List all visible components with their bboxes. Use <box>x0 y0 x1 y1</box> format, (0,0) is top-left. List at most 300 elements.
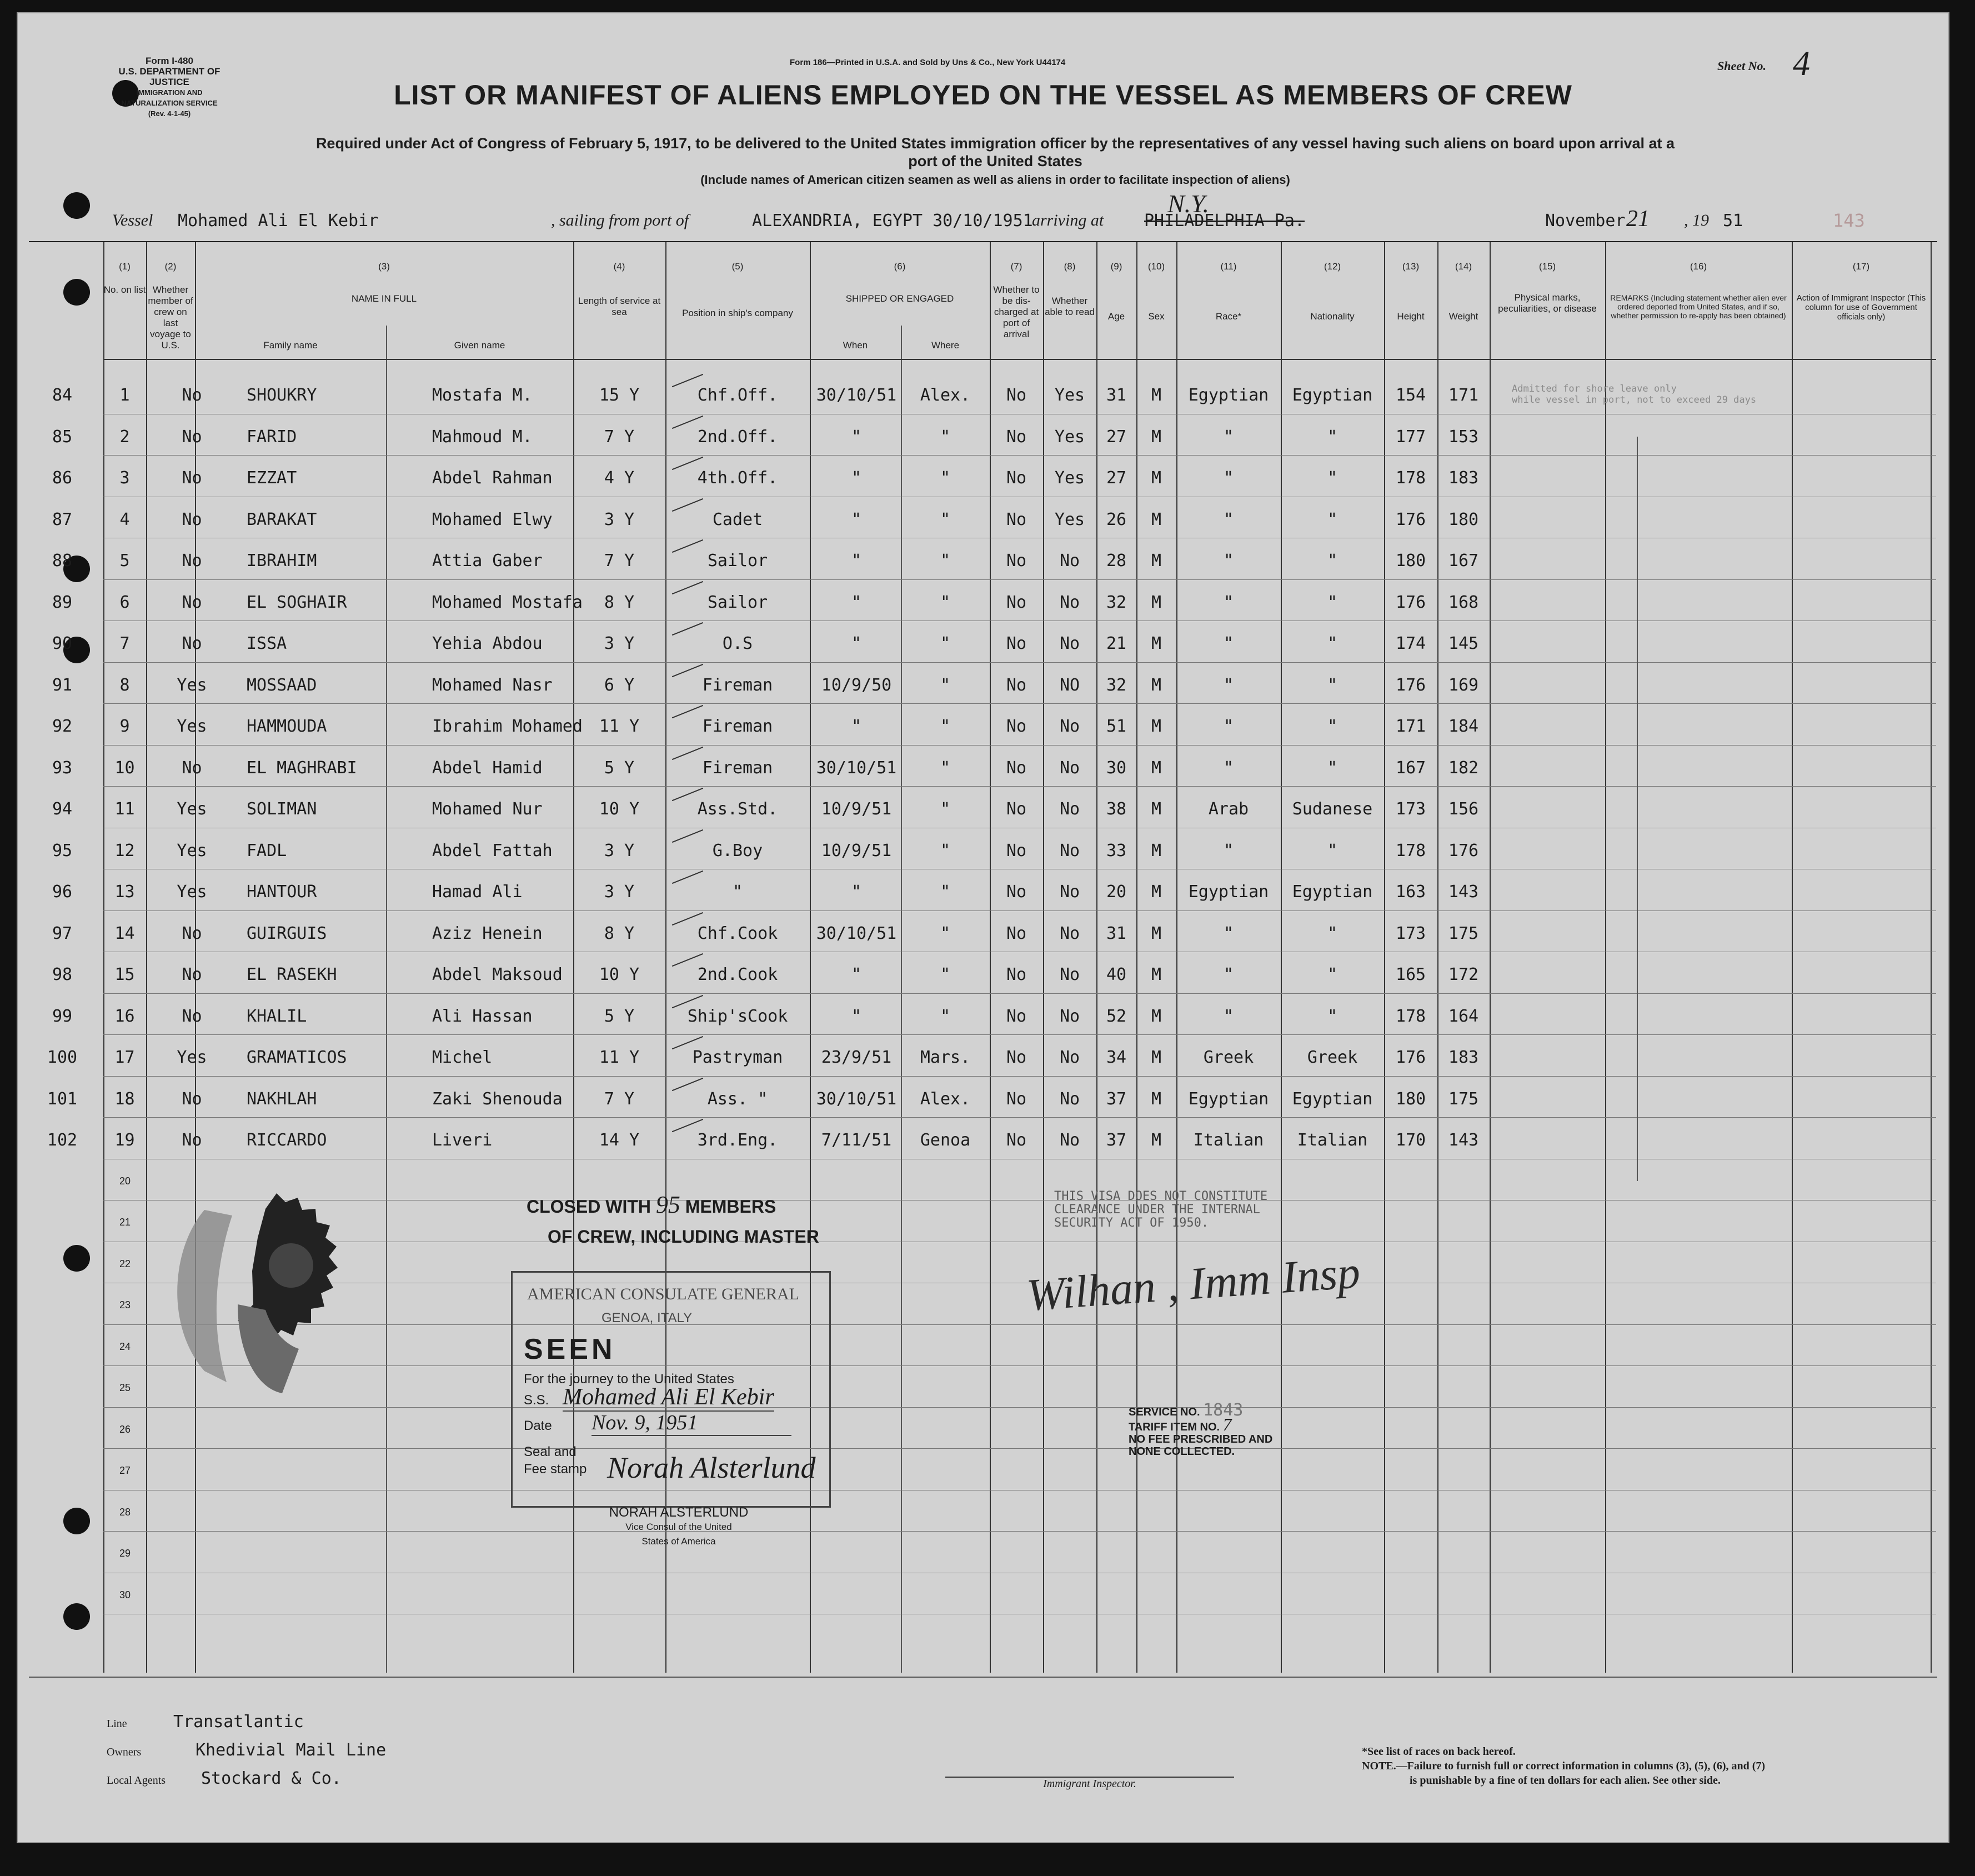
crew-cell-position: O.S <box>722 634 753 653</box>
crew-cell-sex: M <box>1151 1089 1162 1109</box>
crew-cell-nationality: " <box>1327 1006 1338 1026</box>
closed-with-stamp: CLOSED WITH 95 MEMBERS OF CREW, INCLUDING MASTER <box>527 1191 819 1247</box>
crew-cell-race: " <box>1223 675 1234 695</box>
crew-cell-where: " <box>940 634 951 653</box>
crew-cell-discharged: No <box>1006 758 1027 778</box>
crew-cell-age: 37 <box>1106 1130 1127 1150</box>
crew-cell-height: 176 <box>1395 675 1426 695</box>
crew-cell-discharged: No <box>1006 923 1027 943</box>
crew-cell-race: Egyptian <box>1188 882 1269 902</box>
crew-cell-no: 19 <box>114 1130 135 1150</box>
crew-cell-service: 3 Y <box>604 509 635 529</box>
crew-cell-nationality: " <box>1327 509 1338 529</box>
crew-cell-no: 12 <box>114 841 135 861</box>
empty-row-number: 21 <box>119 1217 131 1228</box>
crew-cell-nationality: " <box>1327 551 1338 571</box>
crew-cell-position: Chf.Off. <box>697 386 778 405</box>
crew-cell-age: 30 <box>1106 758 1127 778</box>
crew-cell-nationality: " <box>1327 758 1338 778</box>
crew-cell-position: Cadet <box>712 509 763 529</box>
col-header: Age <box>1107 311 1125 322</box>
crew-cell-family: HAMMOUDA <box>247 717 327 736</box>
crew-cell-where: " <box>940 468 951 488</box>
crew-cell-no: 9 <box>119 717 130 736</box>
crew-cell-discharged: No <box>1006 634 1027 653</box>
crew-cell-race: " <box>1223 1006 1234 1026</box>
crew-cell-given: Abdel Rahman <box>432 468 553 488</box>
crew-cell-when: " <box>851 509 862 529</box>
crew-cell-when: 30/10/51 <box>816 1089 897 1109</box>
crew-cell-age: 20 <box>1106 882 1127 902</box>
crew-cell-nationality: Egyptian <box>1292 386 1373 405</box>
crew-cell-no: 7 <box>119 634 130 653</box>
service-stamp: SERVICE NO. 1843 TARIFF ITEM NO. 7 NO FEE PRESCRIBED AND NONE COLLECTED. <box>1129 1400 1273 1458</box>
crew-cell-last-voyage: No <box>182 965 202 984</box>
crew-cell-race: Arab <box>1208 799 1249 819</box>
crew-cell-height: 176 <box>1395 592 1426 612</box>
crew-cell-nationality: " <box>1327 923 1338 943</box>
crew-cell-given: Ibrahim Mohamed <box>432 717 583 736</box>
crew-cell-given: Mohamed Nasr <box>432 675 553 695</box>
crew-cell-given: Abdel Maksoud <box>432 965 563 984</box>
crew-cell-where: " <box>940 509 951 529</box>
crew-cell-discharged: No <box>1006 717 1027 736</box>
punch-hole <box>63 1508 90 1534</box>
crew-cell-family: HANTOUR <box>247 882 317 902</box>
crew-cell-race: Italian <box>1193 1130 1264 1150</box>
crew-cell-when: " <box>851 717 862 736</box>
crew-cell-margin: 92 <box>52 717 73 736</box>
crew-cell-height: 176 <box>1395 1048 1426 1067</box>
crew-cell-weight: 143 <box>1448 882 1479 902</box>
col-num: (9) <box>1110 261 1122 272</box>
crew-cell-read: No <box>1059 1006 1080 1026</box>
crew-cell-position: Sailor <box>707 551 768 571</box>
crew-cell-service: 11 Y <box>599 1048 640 1067</box>
crew-cell-race: " <box>1223 634 1234 653</box>
sailing-port: ALEXANDRIA, EGYPT 30/10/1951 <box>752 211 1033 231</box>
crew-cell-age: 51 <box>1106 717 1127 736</box>
crew-cell-nationality: " <box>1327 427 1338 447</box>
crew-cell-no: 6 <box>119 592 130 612</box>
empty-row-number: 28 <box>119 1506 131 1518</box>
crew-cell-given: Yehia Abdou <box>432 634 543 653</box>
crew-cell-family: FADL <box>247 841 287 861</box>
crew-cell-age: 40 <box>1106 965 1127 984</box>
col-header: Length of service at sea <box>578 296 661 317</box>
crew-cell-weight: 168 <box>1448 592 1479 612</box>
crew-cell-position: Ass.Std. <box>697 799 778 819</box>
arriving-handwritten: N.Y. <box>1167 189 1210 218</box>
crew-cell-height: 178 <box>1395 468 1426 488</box>
col-num: (10) <box>1147 261 1165 272</box>
crew-cell-read: No <box>1059 841 1080 861</box>
crew-cell-where: " <box>940 717 951 736</box>
crew-cell-given: Attia Gaber <box>432 551 543 571</box>
crew-cell-no: 8 <box>119 675 130 695</box>
crew-cell-where: " <box>940 551 951 571</box>
col-header: NAME IN FULL <box>351 293 417 304</box>
crew-cell-family: MOSSAAD <box>247 675 317 695</box>
crew-cell-position: 2nd.Cook <box>697 965 778 984</box>
crew-cell-given: Mostafa M. <box>432 386 533 405</box>
crew-cell-weight: 183 <box>1448 1048 1479 1067</box>
crew-cell-weight: 175 <box>1448 923 1479 943</box>
col-header: Physical marks, peculiarities, or disease <box>1498 292 1597 314</box>
crew-cell-position: Sailor <box>707 592 768 612</box>
page-subtitle: Required under Act of Congress of February 5, 1917, to be delivered to the United States immigration officer by the representatives of any vessel having such aliens on board upon arrival at a port of the United States (Include names of American citizen seamen as well as aliens in order to facilitate inspection of aliens) <box>315 135 1675 187</box>
crew-cell-when: " <box>851 468 862 488</box>
crew-cell-service: 6 Y <box>604 675 635 695</box>
crew-cell-discharged: No <box>1006 592 1027 612</box>
crew-cell-weight: 145 <box>1448 634 1479 653</box>
crew-cell-discharged: No <box>1006 799 1027 819</box>
crew-cell-family: EL RASEKH <box>247 965 337 984</box>
crew-cell-last-voyage: No <box>182 923 202 943</box>
col-header: Whether to be dis-charged at port of arrival <box>993 284 1040 339</box>
crew-cell-when: 30/10/51 <box>816 386 897 405</box>
crew-cell-discharged: No <box>1006 386 1027 405</box>
printer-line: Form 186—Printed in U.S.A. and Sold by Uns & Co., New York U44174 <box>790 58 1066 67</box>
col-header: Whether member of crew on last voyage to U.S. <box>148 284 193 351</box>
crew-cell-age: 32 <box>1106 592 1127 612</box>
crew-cell-race: " <box>1223 427 1234 447</box>
vessel-line: Vessel Mohamed Ali El Kebir , sailing from port of ALEXANDRIA, EGYPT 30/10/1951 arriving at PHILADELPHIA Pa. N.Y. November 21 , 19 51 143 <box>112 189 1865 232</box>
crew-cell-age: 31 <box>1106 923 1127 943</box>
crew-cell-nationality: Greek <box>1307 1048 1358 1067</box>
crew-cell-given: Liveri <box>432 1130 493 1150</box>
crew-cell-margin: 89 <box>52 592 73 612</box>
crew-cell-margin: 101 <box>47 1089 78 1109</box>
crew-cell-sex: M <box>1151 1048 1162 1067</box>
crew-cell-read: No <box>1059 634 1080 653</box>
empty-row-number: 23 <box>119 1299 131 1310</box>
crew-cell-last-voyage: Yes <box>177 799 207 819</box>
crew-cell-last-voyage: Yes <box>177 717 207 736</box>
col-num: (13) <box>1402 261 1420 272</box>
manifest-sheet <box>17 12 1949 1843</box>
punch-hole <box>63 1245 90 1272</box>
crew-cell-age: 32 <box>1106 675 1127 695</box>
crew-cell-weight: 184 <box>1448 717 1479 736</box>
crew-cell-read: No <box>1059 1048 1080 1067</box>
crew-cell-last-voyage: No <box>182 758 202 778</box>
crew-cell-given: Mohamed Nur <box>432 799 543 819</box>
owners-value: Khedivial Mail Line <box>196 1740 387 1760</box>
crew-cell-read: Yes <box>1054 468 1085 488</box>
crew-cell-service: 5 Y <box>604 1006 635 1026</box>
crew-cell-when: 10/9/51 <box>821 841 892 861</box>
crew-cell-margin: 102 <box>47 1130 78 1150</box>
punch-hole <box>63 192 90 219</box>
crew-cell-when: 30/10/51 <box>816 923 897 943</box>
crew-cell-no: 17 <box>114 1048 135 1067</box>
crew-cell-when: " <box>851 592 862 612</box>
crew-cell-position: " <box>732 882 743 902</box>
crew-cell-last-voyage: Yes <box>177 882 207 902</box>
crew-cell-sex: M <box>1151 1006 1162 1026</box>
crew-cell-nationality: Egyptian <box>1292 1089 1373 1109</box>
crew-cell-margin: 96 <box>52 882 73 902</box>
crew-cell-margin: 97 <box>52 923 73 943</box>
crew-cell-service: 15 Y <box>599 386 640 405</box>
col-header: Nationality <box>1310 311 1355 322</box>
empty-row-number: 26 <box>119 1423 131 1435</box>
col-num: (1) <box>119 261 131 272</box>
crew-cell-height: 170 <box>1395 1130 1426 1150</box>
crew-cell-weight: 180 <box>1448 509 1479 529</box>
crew-cell-margin: 93 <box>52 758 73 778</box>
empty-row-number: 29 <box>119 1548 131 1559</box>
crew-cell-margin: 98 <box>52 965 73 984</box>
crew-cell-service: 7 Y <box>604 427 635 447</box>
crew-cell-position: 3rd.Eng. <box>697 1130 778 1150</box>
form-id-block: Form I-480 U.S. DEPARTMENT OF JUSTICE IMMIGRATION AND NATURALIZATION SERVICE (Rev. 4-1-45) <box>118 56 220 118</box>
empty-row-number: 25 <box>119 1382 131 1393</box>
crew-cell-age: 28 <box>1106 551 1127 571</box>
consulate-date: Nov. 9, 1951 <box>592 1410 791 1436</box>
crew-cell-sex: M <box>1151 923 1162 943</box>
col-num: (4) <box>613 261 625 272</box>
crew-cell-race: " <box>1223 551 1234 571</box>
crew-cell-sex: M <box>1151 799 1162 819</box>
col-subheader: Given name <box>454 340 505 351</box>
crew-cell-no: 5 <box>119 551 130 571</box>
crew-cell-race: Egyptian <box>1188 386 1269 405</box>
crew-cell-service: 10 Y <box>599 965 640 984</box>
crew-cell-read: No <box>1059 758 1080 778</box>
crew-cell-when: 10/9/51 <box>821 799 892 819</box>
crew-cell-service: 11 Y <box>599 717 640 736</box>
col-num: (7) <box>1010 261 1022 272</box>
crew-cell-race: " <box>1223 923 1234 943</box>
crew-cell-weight: 171 <box>1448 386 1479 405</box>
crew-cell-nationality: " <box>1327 717 1338 736</box>
crew-cell-sex: M <box>1151 965 1162 984</box>
col-header: Sex <box>1148 311 1165 322</box>
crew-cell-where: " <box>940 882 951 902</box>
arriving-port: PHILADELPHIA Pa. <box>1144 211 1305 231</box>
crew-cell-nationality: " <box>1327 468 1338 488</box>
crew-cell-read: Yes <box>1054 386 1085 405</box>
crew-cell-no: 10 <box>114 758 135 778</box>
crew-cell-race: " <box>1223 965 1234 984</box>
crew-cell-family: EZZAT <box>247 468 297 488</box>
crew-cell-discharged: No <box>1006 509 1027 529</box>
crew-cell-age: 38 <box>1106 799 1127 819</box>
crew-cell-family: KHALIL <box>247 1006 307 1026</box>
punch-hole <box>63 279 90 306</box>
crew-cell-sex: M <box>1151 675 1162 695</box>
crew-cell-when: " <box>851 634 862 653</box>
crew-cell-height: 176 <box>1395 509 1426 529</box>
crew-table <box>103 242 1936 1673</box>
crew-cell-last-voyage: Yes <box>177 841 207 861</box>
crew-cell-service: 14 Y <box>599 1130 640 1150</box>
empty-row-number: 22 <box>119 1258 131 1269</box>
crew-cell-position: Fireman <box>702 758 773 778</box>
crew-cell-margin: 91 <box>52 675 73 695</box>
crew-cell-when: 23/9/51 <box>821 1048 892 1067</box>
crew-cell-read: No <box>1059 965 1080 984</box>
crew-cell-where: " <box>940 675 951 695</box>
col-num: (15) <box>1538 261 1556 272</box>
crew-cell-service: 7 Y <box>604 1089 635 1109</box>
crew-cell-no: 15 <box>114 965 135 984</box>
col-num: (11) <box>1220 261 1237 272</box>
crew-cell-position: Ass. " <box>707 1089 768 1109</box>
crew-cell-age: 37 <box>1106 1089 1127 1109</box>
crew-cell-height: 171 <box>1395 717 1426 736</box>
col-header: SHIPPED OR ENGAGED <box>845 293 954 304</box>
crew-cell-given: Aziz Henein <box>432 923 543 943</box>
crew-cell-read: No <box>1059 592 1080 612</box>
crew-cell-age: 34 <box>1106 1048 1127 1067</box>
crew-cell-family: GUIRGUIS <box>247 923 327 943</box>
crew-cell-position: Ship'sCook <box>687 1006 788 1026</box>
crew-cell-where: " <box>940 758 951 778</box>
crew-cell-margin: 84 <box>52 386 73 405</box>
crew-cell-read: No <box>1059 799 1080 819</box>
crew-cell-race: Egyptian <box>1188 1089 1269 1109</box>
crew-cell-service: 8 Y <box>604 592 635 612</box>
crew-cell-given: Ali Hassan <box>432 1006 533 1026</box>
col-num: (17) <box>1852 261 1870 272</box>
page-title: LIST OR MANIFEST OF ALIENS EMPLOYED ON THE VESSEL AS MEMBERS OF CREW <box>394 79 1572 111</box>
crew-cell-weight: 175 <box>1448 1089 1479 1109</box>
crew-cell-last-voyage: No <box>182 1130 202 1150</box>
crew-cell-weight: 176 <box>1448 841 1479 861</box>
crew-cell-last-voyage: No <box>182 468 202 488</box>
crew-cell-last-voyage: No <box>182 1089 202 1109</box>
crew-cell-read: Yes <box>1054 427 1085 447</box>
crew-cell-family: NAKHLAH <box>247 1089 317 1109</box>
crew-cell-where: " <box>940 427 951 447</box>
crew-cell-where: " <box>940 1006 951 1026</box>
remarks-note: Admitted for shore leave only while vessel in port, not to exceed 29 days <box>1512 383 1757 406</box>
col-subheader: Where <box>931 340 960 351</box>
crew-cell-given: Hamad Ali <box>432 882 523 902</box>
punch-hole <box>63 1603 90 1630</box>
empty-row-number: 20 <box>119 1175 131 1187</box>
inspector-signature: Wilhan , Imm Insp <box>1025 1247 1362 1320</box>
col-num: (16) <box>1690 261 1707 272</box>
line-value: Transatlantic <box>173 1712 304 1732</box>
crew-cell-discharged: No <box>1006 675 1027 695</box>
empty-row-number: 27 <box>119 1465 131 1476</box>
crew-cell-height: 154 <box>1395 386 1426 405</box>
crew-cell-discharged: No <box>1006 1130 1027 1150</box>
crew-cell-nationality: Egyptian <box>1292 882 1373 902</box>
crew-cell-weight: 164 <box>1448 1006 1479 1026</box>
crew-cell-service: 7 Y <box>604 551 635 571</box>
col-header: Height <box>1397 311 1425 322</box>
col-header: Whether able to read <box>1045 296 1095 317</box>
crew-cell-weight: 156 <box>1448 799 1479 819</box>
crew-cell-family: GRAMATICOS <box>247 1048 347 1067</box>
crew-cell-sex: M <box>1151 509 1162 529</box>
immigrant-inspector-label: Immigrant Inspector. <box>945 1777 1234 1790</box>
crew-cell-where: " <box>940 592 951 612</box>
crew-cell-given: Abdel Hamid <box>432 758 543 778</box>
consulate-stamp: AMERICAN CONSULATE GENERAL GENOA, ITALY SEEN For the journey to the United States S.S. Mohamed Ali El Kebir Date Nov. 9, 1951 Seal and Fee stamp Norah Alsterlund <box>511 1271 831 1508</box>
crew-cell-weight: 153 <box>1448 427 1479 447</box>
crew-cell-height: 180 <box>1395 1089 1426 1109</box>
crew-cell-age: 52 <box>1106 1006 1127 1026</box>
crew-cell-last-voyage: No <box>182 551 202 571</box>
consul-signature: Norah Alsterlund <box>607 1451 816 1484</box>
col-header: Position in ship's company <box>682 308 793 318</box>
crew-cell-position: Fireman <box>702 717 773 736</box>
crew-cell-sex: M <box>1151 634 1162 653</box>
crew-cell-family: EL SOGHAIR <box>247 592 347 612</box>
col-subheader: Family name <box>263 340 318 351</box>
crew-cell-nationality: " <box>1327 634 1338 653</box>
crew-cell-age: 27 <box>1106 468 1127 488</box>
agents-value: Stockard & Co. <box>201 1769 342 1788</box>
crew-cell-where: Alex. <box>920 1089 971 1109</box>
crew-cell-margin: 95 <box>52 841 73 861</box>
crew-cell-given: Mohamed Mostafa <box>432 592 583 612</box>
crew-cell-weight: 167 <box>1448 551 1479 571</box>
crew-cell-no: 3 <box>119 468 130 488</box>
crew-cell-discharged: No <box>1006 1089 1027 1109</box>
crew-cell-nationality: " <box>1327 965 1338 984</box>
sheet-number-value: 4 <box>1793 45 1810 83</box>
crew-cell-sex: M <box>1151 758 1162 778</box>
crew-cell-read: Yes <box>1054 509 1085 529</box>
crew-cell-sex: M <box>1151 1130 1162 1150</box>
crew-cell-discharged: No <box>1006 882 1027 902</box>
consular-seal <box>154 1182 377 1415</box>
crew-cell-height: 178 <box>1395 1006 1426 1026</box>
crew-cell-discharged: No <box>1006 841 1027 861</box>
crew-cell-no: 13 <box>114 882 135 902</box>
crew-cell-height: 173 <box>1395 923 1426 943</box>
crew-cell-weight: 182 <box>1448 758 1479 778</box>
col-num: (12) <box>1324 261 1341 272</box>
crew-cell-height: 178 <box>1395 841 1426 861</box>
crew-cell-where: Mars. <box>920 1048 971 1067</box>
crew-cell-given: Michel <box>432 1048 493 1067</box>
crew-cell-last-voyage: Yes <box>177 675 207 695</box>
crew-cell-height: 177 <box>1395 427 1426 447</box>
crew-cell-race: " <box>1223 841 1234 861</box>
crew-cell-read: No <box>1059 882 1080 902</box>
crew-cell-no: 16 <box>114 1006 135 1026</box>
crew-cell-no: 11 <box>114 799 135 819</box>
crew-cell-family: RICCARDO <box>247 1130 327 1150</box>
crew-cell-margin: 94 <box>52 799 73 819</box>
crew-cell-nationality: Sudanese <box>1292 799 1373 819</box>
crew-cell-last-voyage: No <box>182 592 202 612</box>
crew-cell-height: 173 <box>1395 799 1426 819</box>
crew-cell-position: G.Boy <box>712 841 763 861</box>
crew-cell-race: " <box>1223 758 1234 778</box>
consul-name-block: NORAH ALSTERLUND Vice Consul of the United States of America <box>609 1505 749 1547</box>
crew-cell-age: 33 <box>1106 841 1127 861</box>
col-subheader: When <box>843 340 868 351</box>
crew-cell-no: 2 <box>119 427 130 447</box>
crew-cell-age: 31 <box>1106 386 1127 405</box>
crew-cell-nationality: " <box>1327 841 1338 861</box>
crew-cell-weight: 172 <box>1448 965 1479 984</box>
crew-cell-margin: 87 <box>52 509 73 529</box>
crew-cell-sex: M <box>1151 841 1162 861</box>
footnote: *See list of races on back hereof. NOTE.—Failure to furnish full or correct information in columns (3), (5), (6), and (7) is punishable by a fine of ten dollars for each alien. See other side. <box>1362 1745 1766 1787</box>
crew-cell-sex: M <box>1151 386 1162 405</box>
crew-cell-last-voyage: No <box>182 386 202 405</box>
